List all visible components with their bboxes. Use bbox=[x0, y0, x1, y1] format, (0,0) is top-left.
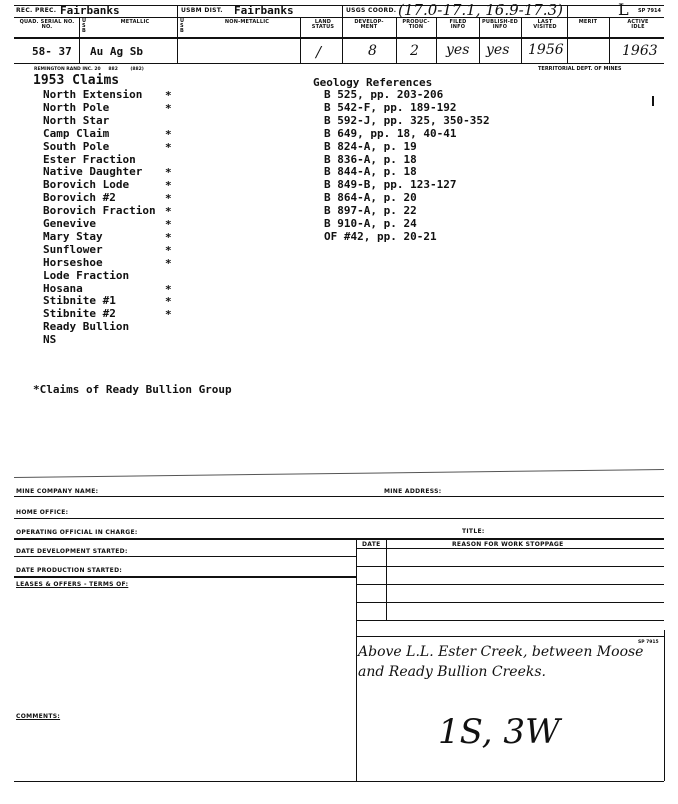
published-info-value: yes bbox=[486, 42, 510, 58]
corner-letter: L bbox=[618, 0, 629, 19]
claim-group-marker: * bbox=[165, 89, 172, 102]
development-header: DEVELOP-MENT bbox=[354, 19, 384, 30]
active-idle-value: 1963 bbox=[622, 43, 658, 59]
geology-reference: B 649, pp. 18, 40-41 bbox=[324, 126, 457, 140]
geology-reference: B 836-A, p. 18 bbox=[324, 152, 417, 166]
township-range-note: 1S, 3W bbox=[438, 712, 560, 752]
metallic-value: Au Ag Sb bbox=[90, 45, 143, 58]
claims-heading: 1953 Claims bbox=[33, 73, 120, 88]
title-label: TITLE: bbox=[462, 528, 485, 535]
claim-item: Horseshoe bbox=[43, 255, 103, 269]
usbm-dist-value: Fairbanks bbox=[234, 4, 294, 17]
claim-item: Borovich Lode bbox=[43, 178, 130, 192]
form-number-bottom: SP 7915 bbox=[638, 640, 659, 645]
claim-item: Stibnite #2 bbox=[43, 307, 116, 321]
territorial-dept: TERRITORIAL DEPT. OF MINES bbox=[538, 66, 622, 72]
date-col-label: DATE bbox=[362, 541, 381, 548]
usb-nonmetallic-marker: U S B bbox=[180, 18, 185, 34]
claim-group-marker: * bbox=[165, 179, 172, 193]
claim-item: Borovich #2 bbox=[43, 191, 116, 205]
mine-company-label: MINE COMPANY NAME: bbox=[16, 488, 99, 495]
claim-group-marker: * bbox=[165, 218, 172, 231]
claim-item: North Pole bbox=[43, 100, 110, 114]
claim-item: South Pole bbox=[43, 139, 110, 153]
date-production-label: DATE PRODUCTION STARTED: bbox=[16, 567, 123, 574]
claim-group-marker: * bbox=[165, 101, 172, 115]
geology-reference: B 525, pp. 203-206 bbox=[324, 88, 444, 101]
filed-info-header: FILED INFO bbox=[449, 19, 467, 30]
home-office-label: HOME OFFICE: bbox=[16, 509, 69, 516]
usgs-coord-value: (17.0-17.1, 16.9-17.3) bbox=[398, 1, 563, 19]
geology-reference: B 864-A, p. 20 bbox=[324, 191, 417, 205]
claims-footnote: *Claims of Ready Bullion Group bbox=[33, 383, 232, 396]
active-idle-header: ACTIVE IDLE bbox=[627, 19, 649, 30]
claim-group-marker: * bbox=[165, 282, 172, 296]
land-status-header: LAND STATUS bbox=[311, 19, 335, 30]
geology-reference: B 844-A, p. 18 bbox=[324, 165, 417, 179]
claim-group-marker: * bbox=[165, 127, 172, 141]
claim-item: North Extension bbox=[43, 88, 143, 101]
claim-item: Genevive bbox=[43, 217, 96, 230]
claim-item: Lode Fraction bbox=[43, 268, 130, 282]
geology-reference: B 897-A, p. 22 bbox=[324, 204, 417, 218]
claim-group-marker: * bbox=[165, 192, 172, 206]
mine-address-label: MINE ADDRESS: bbox=[384, 488, 442, 495]
land-status-value: / bbox=[316, 43, 322, 61]
location-note-line2: and Ready Bullion Creeks. bbox=[358, 664, 546, 680]
claim-group-marker: * bbox=[165, 295, 172, 309]
development-value: 8 bbox=[368, 43, 377, 59]
claim-group-marker: * bbox=[165, 166, 172, 180]
comments-label: COMMENTS: bbox=[16, 713, 61, 720]
claim-group-marker: * bbox=[165, 256, 172, 270]
last-visited-header: LAST VISITED bbox=[533, 19, 557, 30]
leases-label: LEASES & OFFERS - TERMS OF: bbox=[16, 581, 129, 588]
usgs-coord-label: USGS COORD. bbox=[346, 7, 397, 14]
claim-group-marker: * bbox=[165, 230, 172, 244]
usb-metallic-marker: U S B bbox=[82, 18, 87, 34]
date-development-label: DATE DEVELOPMENT STARTED: bbox=[16, 548, 128, 555]
merit-header: MERIT bbox=[578, 19, 598, 25]
claim-item: Ester Fraction bbox=[43, 152, 136, 166]
geology-reference: B 542-F, pp. 189-192 bbox=[324, 100, 457, 114]
claim-item: Stibnite #1 bbox=[43, 294, 116, 308]
remington-imprint: REMINGTON RAND INC. 20 882 (882) bbox=[34, 67, 144, 72]
quad-serial-header: QUAD. SERIAL NO. NO. bbox=[19, 19, 75, 30]
claim-item: NS bbox=[43, 333, 57, 347]
claim-group-marker: * bbox=[165, 140, 172, 154]
published-info-header: PUBLISH-ED INFO bbox=[482, 19, 519, 30]
last-visited-value: 1956 bbox=[528, 42, 564, 58]
geology-reference: B 910-A, p. 24 bbox=[324, 217, 417, 230]
metallic-header: METALLIC bbox=[120, 19, 150, 25]
filed-info-value: yes bbox=[446, 42, 470, 58]
form-number-top: SP 7914 bbox=[638, 8, 661, 14]
claim-item: Camp Claim bbox=[43, 126, 110, 140]
edge-mark bbox=[652, 96, 654, 106]
geology-reference: B 824-A, p. 19 bbox=[324, 139, 417, 153]
usbm-dist-label: USBM DIST. bbox=[181, 7, 223, 14]
quad-serial-value: 58- 37 bbox=[32, 45, 72, 58]
claim-group-marker: * bbox=[165, 205, 172, 219]
geology-reference: OF #42, pp. 20-21 bbox=[324, 229, 437, 243]
claim-item: Hosana bbox=[43, 281, 83, 295]
geology-heading: Geology References bbox=[313, 76, 433, 89]
claim-item: North Star bbox=[43, 113, 110, 127]
geology-reference: B 592-J, pp. 325, 350-352 bbox=[324, 113, 490, 127]
rec-prec-label: REC. PREC. bbox=[16, 7, 57, 14]
claim-group-marker: * bbox=[165, 243, 172, 257]
rec-prec-value: Fairbanks bbox=[60, 4, 120, 17]
reason-col-label: REASON FOR WORK STOPPAGE bbox=[452, 541, 564, 548]
production-value: 2 bbox=[410, 43, 419, 59]
claim-item: Borovich Fraction bbox=[43, 204, 156, 218]
operating-official-label: OPERATING OFFICIAL IN CHARGE: bbox=[16, 529, 138, 536]
production-header: PRODUC-TION bbox=[402, 19, 430, 30]
claim-item: Native Daughter bbox=[43, 165, 143, 179]
claim-item: Ready Bullion bbox=[43, 320, 130, 334]
nonmetallic-header: NON-METALLIC bbox=[224, 19, 270, 25]
claim-item: Mary Stay bbox=[43, 229, 103, 243]
geology-reference: B 849-B, pp. 123-127 bbox=[324, 178, 457, 192]
claim-item: Sunflower bbox=[43, 242, 103, 256]
location-note-line1: Above L.L. Ester Creek, between Moose bbox=[358, 644, 644, 660]
claim-group-marker: * bbox=[165, 308, 172, 322]
